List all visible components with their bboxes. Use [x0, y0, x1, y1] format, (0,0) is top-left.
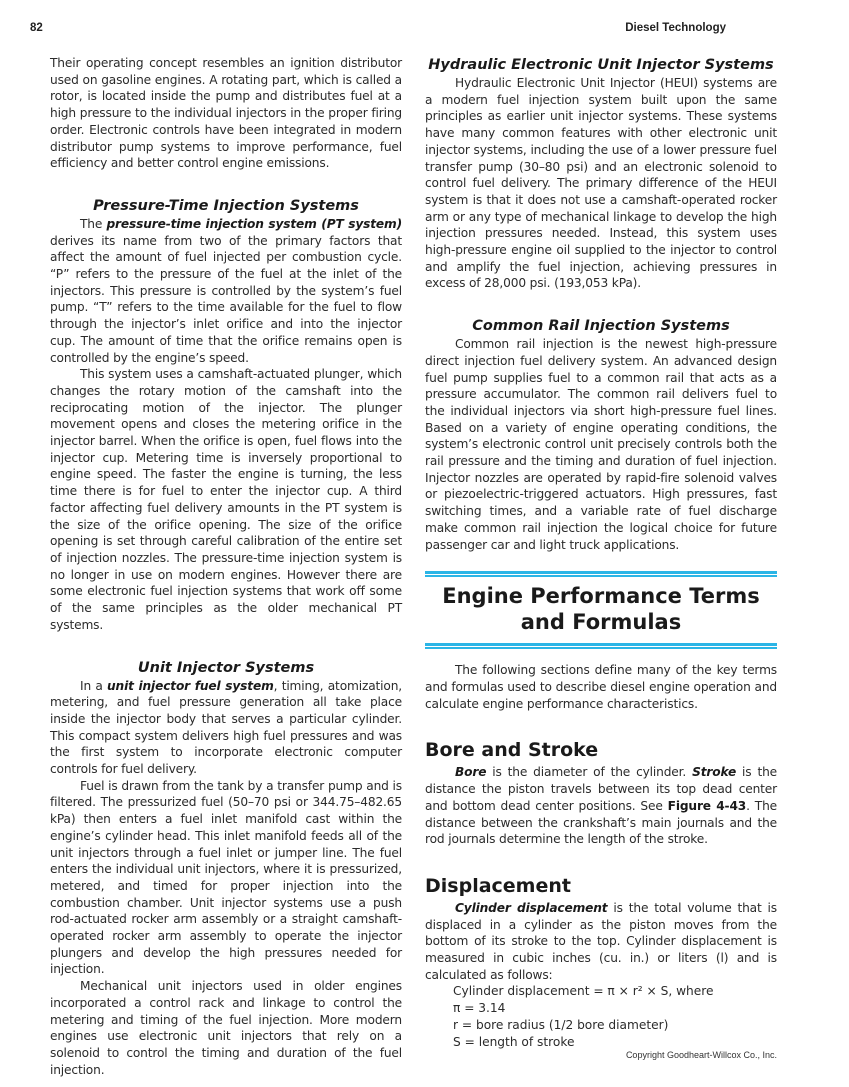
- text-run: is the total volume that is displaced in a cylinder as the piston moves from the bottom of its stroke to the top. Cylinder displacement is measured in cubic inches (cu. in.) or liters (l) and is calculated as follows:: [425, 900, 777, 982]
- title-line-2: and Formulas: [520, 610, 682, 635]
- displacement-paragraph: [425, 900, 777, 984]
- text-run: is the diameter of the cylinder.: [486, 765, 693, 780]
- formula-line: Cylinder displacement = π × r² × S, where: [453, 984, 714, 999]
- title-line-1: Engine Performance Terms: [442, 584, 760, 609]
- major-section-title: [425, 578, 777, 643]
- displacement-formula: [425, 983, 777, 1050]
- displacement-heading: Displacement: [425, 874, 571, 897]
- text-run: The: [80, 216, 107, 231]
- formula-line: S = length of stroke: [453, 1034, 575, 1049]
- left-column: [50, 55, 402, 1078]
- copyright-notice: Copyright Goodheart-Willcox Co., Inc.: [625, 1050, 777, 1060]
- bottom-rule: [425, 643, 777, 650]
- running-title: Diesel Technology: [625, 22, 726, 34]
- pt-paragraph-1: [50, 216, 402, 366]
- text-run: is the distance the piston travels between its top dead center and bottom dead center positions. See: [425, 765, 777, 813]
- right-column: [425, 55, 777, 1050]
- bore-stroke-heading: Bore and Stroke: [425, 739, 599, 762]
- unit-paragraph-3: Mechanical unit injectors used in older engines incorporated a control rack and linkage to control the metering and timing of the fuel injection. More modern engines use electronic unit injectors that rely on a solenoid to control the timing and duration of the fuel injection.: [50, 979, 402, 1077]
- heui-heading: Hydraulic Electronic Unit Injector Systems: [428, 57, 774, 73]
- heui-paragraph: Hydraulic Electronic Unit Injector (HEUI) systems are a modern fuel injection system built upon the same principles as earlier unit injector systems. These systems have many common features with other electronic unit injector systems, including the use of a lower pressure fuel transfer pump (30–80 psi) and an electronic solenoid to control fuel delivery. The primary difference of the HEUI system is that it does not use a camshaft-operated rocker arm or any type of mechanical linkage to develop the high injection pressures needed. Instead, this system uses high-pressure engine oil supplied to the injector to control and amplify the fuel injection, achieving pressures in excess of 28,000 psi. (193,053 kPa).: [425, 76, 777, 291]
- text-run: derives its name from two of the primary factors that affect the amount of fuel injected per combustion cycle. “P” refers to the pressure of the fuel at the inlet of the injectors. This pressure is controlled by the system’s fuel pump. “T” refers to the time available for the fuel to flow through the injector’s inlet orifice and into the injector cup. The amount of time that the orifice remains open is controlled by the engine’s speed.: [50, 233, 402, 365]
- intro-paragraph: Their operating concept resembles an ignition distributor used on gasoline engines. A rotating part, which is called a rotor, is located inside the pump and distributes fuel at a high pressure to the individual injectors in the proper firing order. Electronic controls have been integrated in modern distributor pump systems to improve performance, fuel efficiency and better control engine emissions.: [50, 56, 402, 171]
- pt-heading: Pressure-Time Injection Systems: [93, 197, 359, 214]
- unit-injector-heading: Unit Injector Systems: [137, 659, 315, 676]
- unit-paragraph-2: Fuel is drawn from the tank by a transfer pump and is filtered. The pressurized fuel (50–70 psi or 344.75–482.65 kPa) then enters a fuel inlet manifold cast within the engine’s cylinder head. This inlet manifold feeds all of the unit injectors through a fuel inlet or jumper line. The fuel enters the individual unit injectors, where it is pressurized, metered, and timed for proper injection into the combustion chamber. Unit injector systems use a push rod-actuated rocker arm assembly or a straight camshaft-operated rocker arm assembly to operate the injector plungers and develop the high pressures needed for injection.: [50, 778, 402, 977]
- term-pt-system: pressure-time injection system (PT system): [106, 216, 402, 231]
- top-rule: [425, 571, 777, 578]
- common-rail-paragraph: Common rail injection is the newest high-pressure direct injection fuel delivery system. An advanced design fuel pump supplies fuel to a common rail that acts as a pressure accumulator. The common rail delivers fuel to the individual injectors via short high-pressure fuel lines. Based on a variety of engine operating conditions, the system’s electronic control unit precisely controls both the rail pressure and the timing and duration of fuel injection. Injector nozzles are operated by rapid-fire solenoid valves or piezoelectric-triggered actuators. High pressures, fast switching times, and a variable rate of fuel discharge make common rail injection the logical choice for future passenger car and light truck applications.: [425, 337, 777, 552]
- term-bore: Bore: [455, 765, 487, 780]
- major-section-header: [425, 571, 777, 650]
- bore-stroke-paragraph: [425, 764, 777, 848]
- term-unit-injector: unit injector fuel system: [107, 678, 274, 693]
- text-run: In a: [80, 678, 108, 693]
- pt-paragraph-2: This system uses a camshaft-actuated plunger, which changes the rotary motion of the camshaft into the reciprocating motion of the injector. The plunger movement opens and closes the metering orifice in the injector barrel. When the orifice is open, fuel flows into the injector cup. Metering time is inversely proportional to engine speed. The faster the engine is turning, the less time there is for fuel to enter the injector cup. A third factor affecting fuel delivery amounts in the PT system is the size of the orifice opening. The size of the orifice opening is set through careful calibration of the entire set of injection nozzles. The pressure-time injection system is no longer in use on modern engines. However there are some electronic fuel injection systems that work off some of the same principles as the older mechanical PT systems.: [50, 367, 402, 632]
- unit-paragraph-1: [50, 678, 402, 778]
- text-run: . The distance between the crankshaft’s main journals and the rod journals determine the length of the stroke.: [425, 798, 777, 847]
- formula-line: π = 3.14: [453, 1001, 506, 1016]
- figure-reference-link[interactable]: Figure 4-43: [667, 798, 747, 813]
- text-run: , timing, atomization, metering, and fuel pressure generation all take place inside the injector body that serves a particular cylinder. This compact system delivers high fuel pressures and was the first system to incorporate electronic computer controls for fuel delivery.: [50, 678, 402, 777]
- major-intro-paragraph: The following sections define many of the key terms and formulas used to describe diesel engine operation and calculate engine performance characteristics.: [425, 663, 777, 711]
- formula-line: r = bore radius (1/2 bore diameter): [453, 1017, 669, 1032]
- page-number: 82: [30, 22, 43, 34]
- term-stroke: Stroke: [692, 765, 737, 780]
- term-cylinder-displacement: Cylinder displacement: [455, 900, 608, 915]
- common-rail-heading: Common Rail Injection Systems: [472, 318, 730, 335]
